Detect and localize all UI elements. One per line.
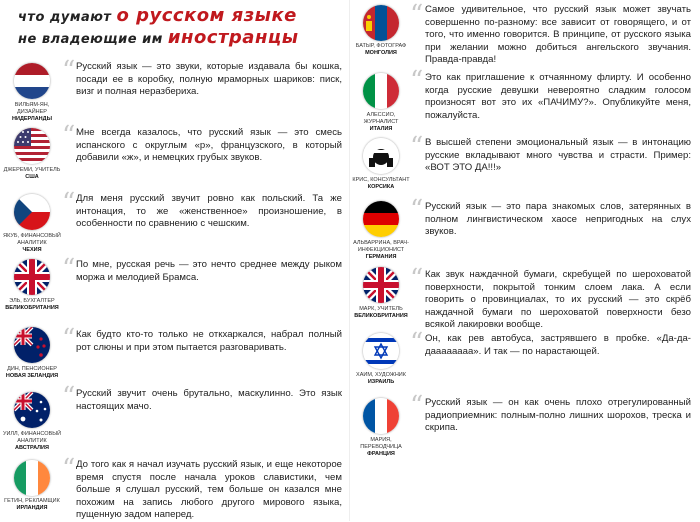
quote-text: Русский язык — это пара знакомых слов, затерянных в полном лингвистическом хаосе непригодных на слух звуков. (425, 201, 691, 238)
quote-text: По мне, русская речь — это нечто среднее между рыком моржа и мелодией Брамса. (76, 259, 342, 283)
quote-text: Он, как рев автобуса, застрявшего в пробке. «Да-да-даааааааа». И так — по нарастающей. (425, 333, 691, 357)
person-caption: КРИС, КОНСУЛЬТАНТ КОРСИКА (352, 177, 410, 190)
quote-mark-icon: “ (62, 324, 76, 354)
person-caption: ЭЛЬ, БУХГАЛТЕР ВЕЛИКОБРИТАНИЯ (5, 298, 59, 311)
italy-flag-icon (363, 73, 399, 109)
person-caption: МАРИЯ, ПЕРЕВОДЧИЦА ФРАНЦИЯ (360, 437, 402, 457)
person-caption: МАРК, УЧИТЕЛЬ ВЕЛИКОБРИТАНИЯ (354, 306, 408, 319)
title-line2-red: иностранцы (167, 27, 299, 48)
new-zealand-flag-icon (14, 327, 50, 363)
uk-flag-icon (14, 259, 50, 295)
quote-text: Русский звучит очень брутально, маскулинно. Это язык настоящих мачо. (76, 388, 342, 412)
quote-mark-icon: “ (410, 195, 424, 225)
quote-text: Мне всегда казалось, что русский язык — это смесь испанского с округлым «р», французского, в который добавили «ж», и немецких грубых звуков. (76, 127, 342, 164)
quote-mark-icon: “ (62, 188, 76, 218)
quote-mark-icon: “ (62, 454, 76, 484)
australia-flag-icon (14, 392, 50, 428)
quote-mark-icon: “ (62, 121, 76, 151)
quote-mark-icon: “ (410, 0, 424, 30)
israel-flag-icon (363, 333, 399, 369)
person-caption: АЛЬВАРРИНА, ВРАЧ-ИНФЕКЦИОНИСТ ГЕРМАНИЯ (353, 240, 409, 260)
quote-mark-icon: “ (410, 132, 424, 162)
quote-mark-icon: “ (410, 66, 424, 96)
ireland-flag-icon (14, 460, 50, 496)
quote-text: Как будто кто-то только не откхаркался, набрал полный рот слюны и при этом пытается разговаривать. (76, 329, 342, 353)
page-title (18, 6, 348, 50)
quote-text: В высшей степени эмоциональный язык — в интонацию русские вкладывают много чувства и страсти. Пример: «ВОТ ЭТО ДА!!!» (425, 137, 691, 174)
uk-flag-icon (363, 267, 399, 303)
corsica-flag-icon (363, 138, 399, 174)
quote-text: Это как приглашение к отчаянному флирту. И особенно когда русские девушки невероятно сладким голосом произносят вот это их «ПАЧИМУ?». Опубликуйте меня, пожалуйста. (425, 72, 691, 121)
person-caption: ХАИМ, ХУДОЖНИК ИЗРАИЛЬ (356, 372, 406, 385)
quote-mark-icon: “ (62, 382, 76, 412)
mongolia-flag-icon (363, 5, 399, 41)
quote-mark-icon: “ (410, 391, 424, 421)
title-line2-plain: не владеющие им (18, 32, 168, 47)
quote-text: Русский язык — это звуки, которые издавала бы кошка, посади ее в коробку, полную мраморных шариков: писк, визг и полная неразбериха. (76, 61, 342, 98)
person-caption: ВИЛЬЯМ-ЯН, ДИЗАЙНЕР НИДЕРЛАНДЫ (12, 102, 52, 122)
quote-text: Русский язык — он как очень плохо отрегулированный радиоприемник: полным-полно лишних шорохов, треска и скрипа. (425, 397, 691, 434)
title-line1-plain: что думают (18, 10, 117, 25)
quote-mark-icon: “ (62, 56, 76, 86)
quote-text: До того как я начал изучать русский язык, и еще некоторое время спустя после начала уроков славистики, чем больше я слушал русский, тем больше он казался мне похожим на запись любого другого мирового языка, пущенную задом наперед. (76, 459, 342, 521)
person-caption: БАТЫР, ФОТОГРАФ МОНГОЛИЯ (355, 43, 407, 56)
usa-flag-icon (14, 128, 50, 164)
person-caption: ЯКУБ, ФИНАНСОВЫЙ АНАЛИТИК ЧЕХИЯ (3, 233, 61, 253)
quote-mark-icon: “ (410, 264, 424, 294)
germany-flag-icon (363, 201, 399, 237)
quote-text: Самое удивительное, что русский язык может звучать совершенно по-разному: все зависит от говорящего, и от того, что именно говорится. В принципе, от русского языка при желании можно добиться ангельского звучания. Правда-правда! (425, 4, 691, 66)
title-line1-red: о русском языке (116, 5, 297, 26)
czech-flag-icon (14, 194, 50, 230)
person-caption: ГЕТИН, РЕКЛАМЩИК ИРЛАНДИЯ (4, 498, 60, 511)
person-caption: ДЖЕРЕМИ, УЧИТЕЛЬ США (3, 167, 61, 180)
quote-text: Для меня русский звучит ровно как польский. Та же интонация, то же «женственное» произношение, в особенности по сравнению с чешским. (76, 193, 342, 230)
person-caption: УИЛЛ, ФИНАНСОВЫЙ АНАЛИТИК АВСТРАЛИЯ (2, 431, 62, 451)
quote-mark-icon: “ (410, 328, 424, 358)
france-flag-icon (363, 398, 399, 434)
person-caption: АЛЕССИО, ЖУРНАЛИСТ ИТАЛИЯ (363, 112, 399, 132)
quote-mark-icon: “ (62, 254, 76, 284)
person-caption: ДИН, ПЕНСИОНЕР НОВАЯ ЗЕЛАНДИЯ (5, 366, 59, 379)
netherlands-flag-icon (14, 63, 50, 99)
quote-text: Как звук наждачной бумаги, скребущей по шероховатой поверхности, покрытой тонким слоем лака. А если говорить о провинциалах, то их русский — это скрёб наждачной бумаги по шероховатой поверхности безо всякой лакировки вообще. (425, 269, 691, 331)
